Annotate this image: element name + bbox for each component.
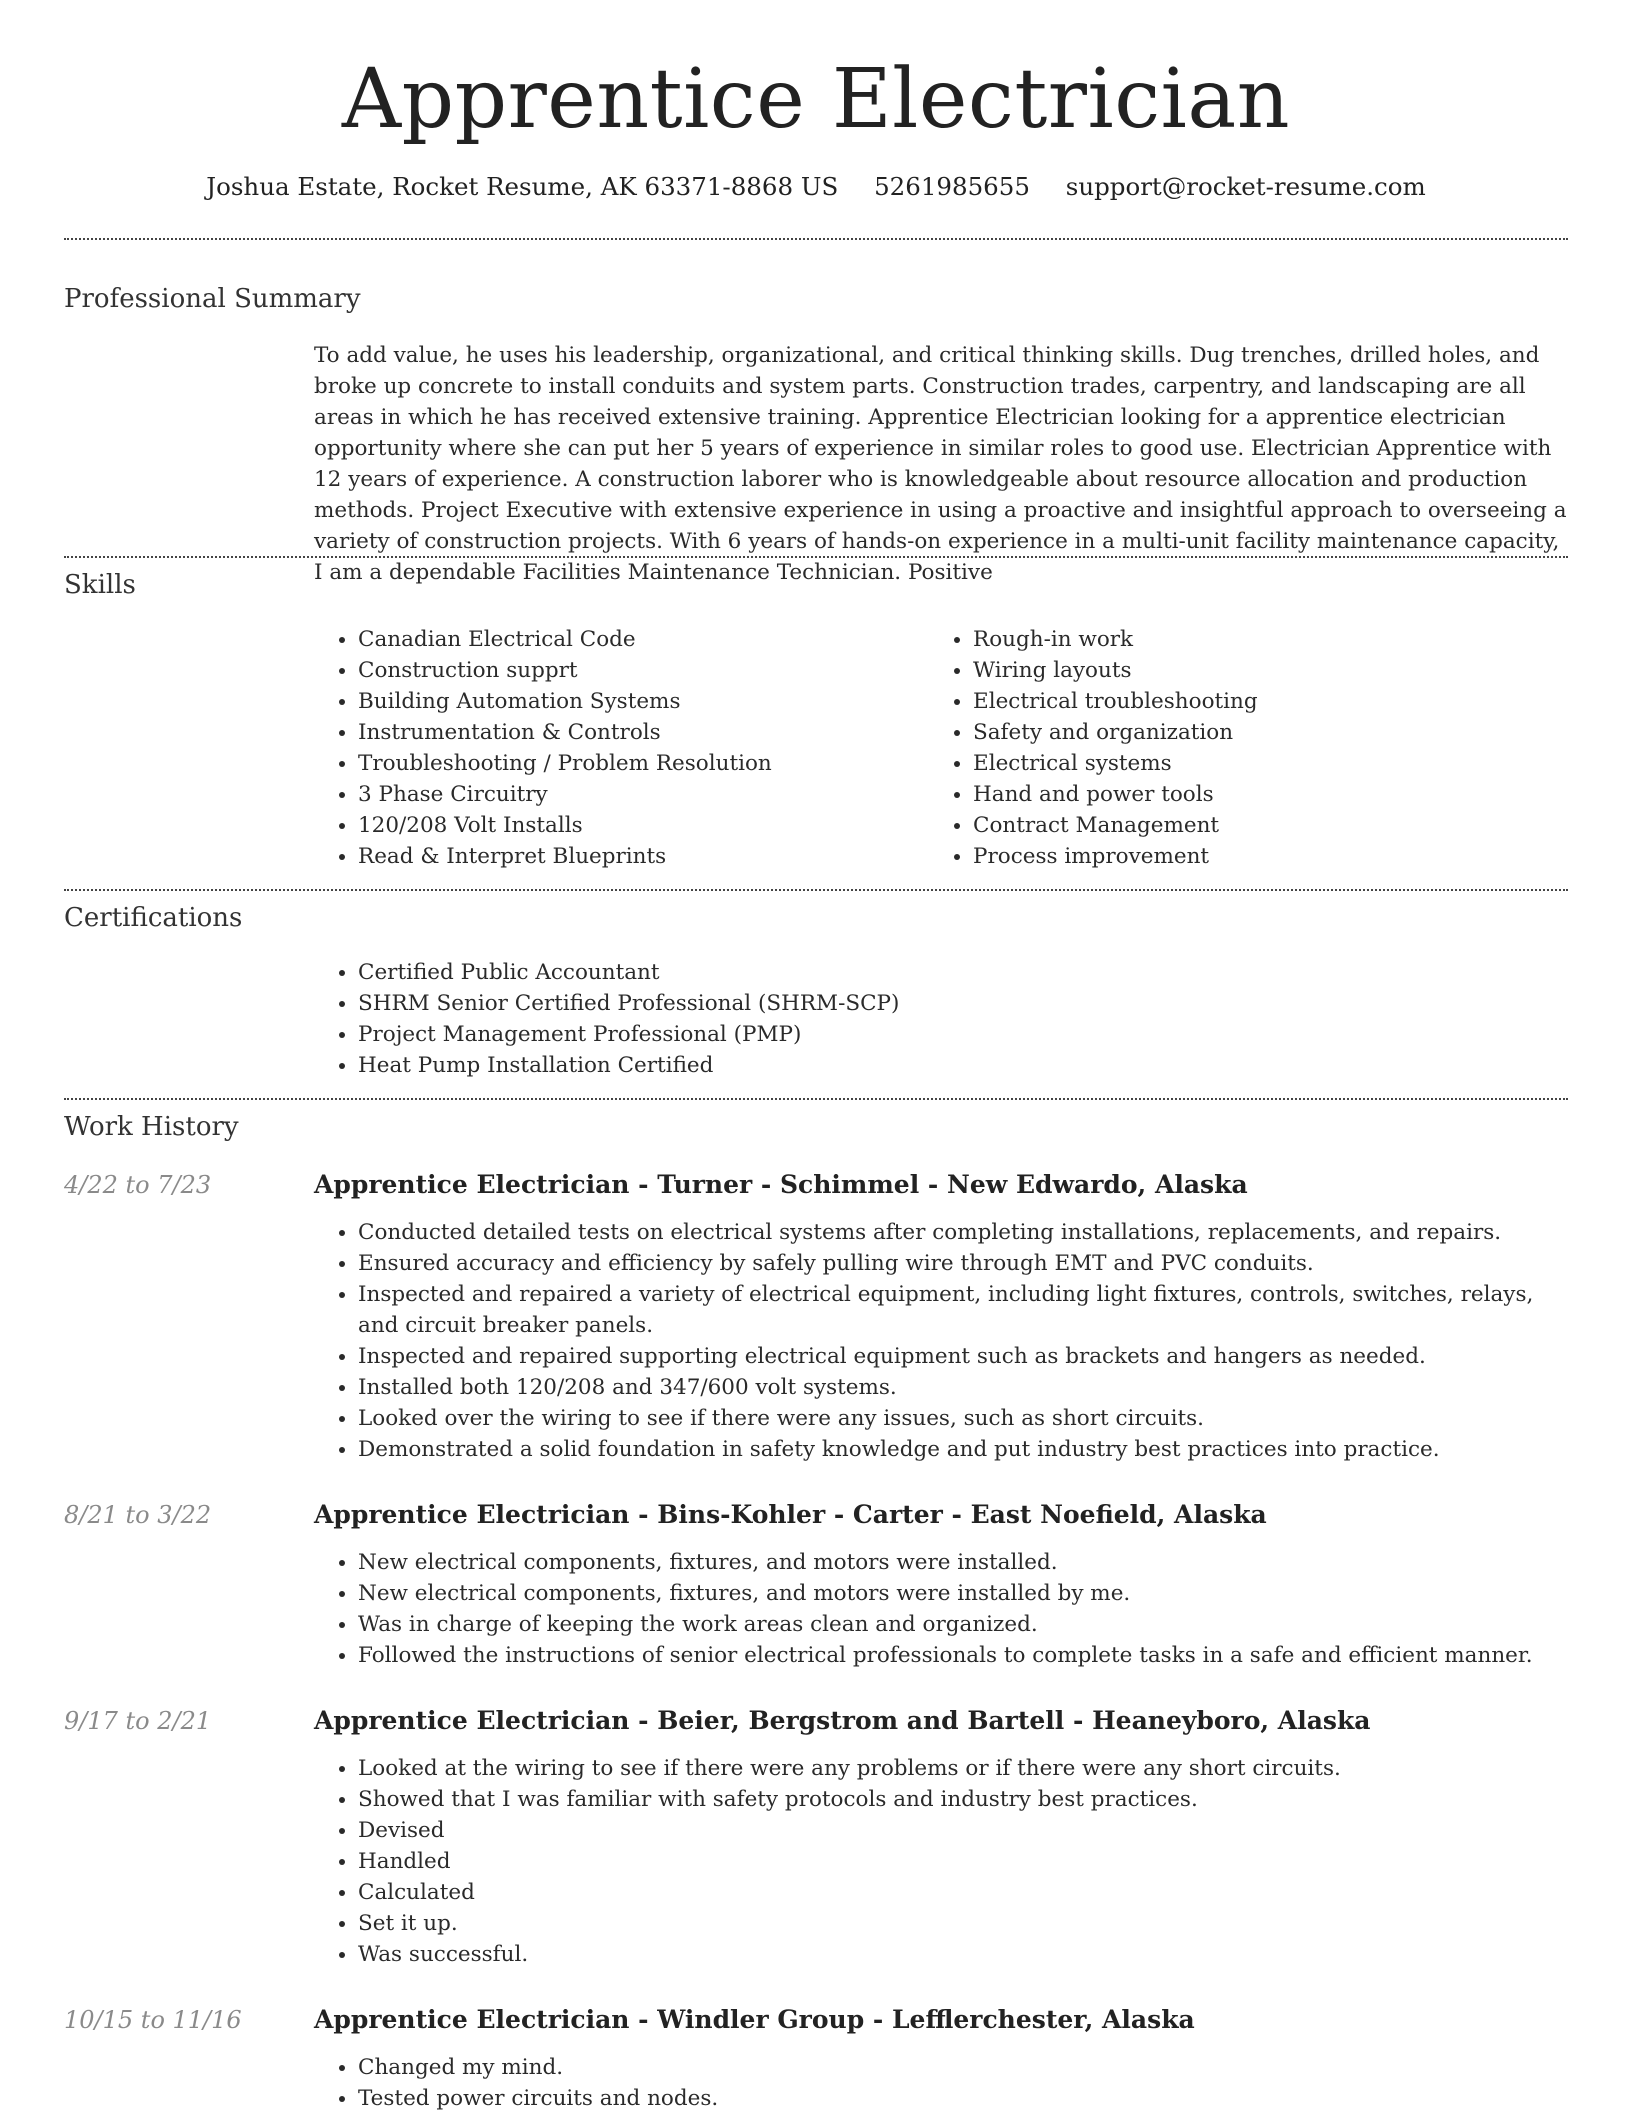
job-bullets: [314, 1547, 1568, 1671]
job-bullet: • Conducted detailed tests on electrical systems after completing installations, replacements, and repairs.: [358, 1217, 1568, 1248]
skill-item: • Hand and power tools: [973, 779, 1529, 810]
job-dates: 8/21 to 3/22: [64, 1501, 212, 1529]
contact-email: support@rocket-resume.com: [1065, 172, 1426, 201]
section-divider: [64, 238, 1568, 240]
skill-item: • 120/208 Volt Installs: [358, 810, 929, 841]
job-bullet: • Calculated: [358, 1877, 1568, 1908]
certifications-section: [64, 901, 1568, 1081]
job-bullet: • Set it up.: [358, 1908, 1568, 1939]
summary-section: [64, 282, 1568, 585]
summary-heading: Professional Summary: [64, 284, 361, 314]
job-title: Apprentice Electrician - Beier, Bergstrom and Bartell - Heaneyboro, Alaska: [314, 1706, 1371, 1735]
skill-item: • Instrumentation & Controls: [358, 717, 929, 748]
job-bullet: • Tested power circuits and nodes.: [358, 2083, 1568, 2114]
job-dates: 9/17 to 2/21: [64, 1707, 212, 1735]
job-bullet: • Looked over the wiring to see if there were any issues, such as short circuits.: [358, 1403, 1568, 1434]
job-title: Apprentice Electrician - Turner - Schimmel - New Edwardo, Alaska: [314, 1170, 1248, 1199]
job-entry: [64, 1704, 1568, 1970]
work-history-section: [64, 1110, 1568, 2114]
job-bullet: • Inspected and repaired supporting electrical equipment such as brackets and hangers as needed.: [358, 1341, 1568, 1372]
job-bullet: • Was successful.: [358, 1939, 1568, 1970]
contact-line: [64, 170, 1568, 204]
certification-item: • Heat Pump Installation Certified: [358, 1050, 1568, 1081]
job-entry: [64, 2003, 1568, 2114]
contact-phone: 5261985655: [874, 172, 1030, 201]
job-bullet: • Showed that I was familiar with safety protocols and industry best practices.: [358, 1784, 1568, 1815]
work-history-heading: Work History: [64, 1112, 239, 1142]
job-bullets: [314, 1217, 1568, 1465]
certification-item: • Certified Public Accountant: [358, 957, 1568, 988]
job-entry: [64, 1168, 1568, 1465]
job-bullet: • Installed both 120/208 and 347/600 volt systems.: [358, 1372, 1568, 1403]
job-bullet: • Devised: [358, 1815, 1568, 1846]
skills-heading: Skills: [64, 570, 136, 600]
resume-name: Apprentice Electrician: [341, 52, 1291, 147]
job-bullet: • Handled: [358, 1846, 1568, 1877]
job-bullets: [314, 1753, 1568, 1970]
section-divider: [64, 1098, 1568, 1100]
job-content: [314, 1168, 1568, 1465]
job-bullet: • Changed my mind.: [358, 2052, 1568, 2083]
skill-item: • Wiring layouts: [973, 655, 1529, 686]
skill-item: • Electrical troubleshooting: [973, 686, 1529, 717]
certification-item: • Project Management Professional (PMP): [358, 1019, 1568, 1050]
certifications-heading: Certifications: [64, 903, 243, 933]
job-bullet: • New electrical components, fixtures, and motors were installed.: [358, 1547, 1568, 1578]
skill-item: • Troubleshooting / Problem Resolution: [358, 748, 929, 779]
skills-list-right: [929, 624, 1529, 872]
job-bullet: • Was in charge of keeping the work areas clean and organized.: [358, 1609, 1568, 1640]
skill-item: • Read & Interpret Blueprints: [358, 841, 929, 872]
skill-item: • Electrical systems: [973, 748, 1529, 779]
section-divider: [64, 889, 1568, 891]
job-dates: 4/22 to 7/23: [64, 1171, 212, 1199]
job-bullet: • Followed the instructions of senior electrical professionals to complete tasks in a safe and efficient manner.: [358, 1640, 1568, 1671]
job-dates: 10/15 to 11/16: [64, 2006, 242, 2034]
summary-body: [314, 340, 1568, 585]
job-bullet: • Ensured accuracy and efficiency by safely pulling wire through EMT and PVC conduits.: [358, 1248, 1568, 1279]
job-title: Apprentice Electrician - Windler Group - Lefflerchester, Alaska: [314, 2005, 1195, 2034]
skills-list-left: [314, 624, 929, 872]
skill-item: • Construction supprt: [358, 655, 929, 686]
job-bullet: • Inspected and repaired a variety of electrical equipment, including light fixtures, controls, switches, relays, and circuit breaker panels.: [358, 1279, 1568, 1341]
job-bullets: [314, 2052, 1568, 2114]
job-content: [314, 1498, 1568, 1671]
certification-item: • SHRM Senior Certified Professional (SHRM-SCP): [358, 988, 1568, 1019]
skill-item: • Contract Management: [973, 810, 1529, 841]
job-content: [314, 2003, 1568, 2114]
skill-item: • Building Automation Systems: [358, 686, 929, 717]
job-bullet: • New electrical components, fixtures, and motors were installed by me.: [358, 1578, 1568, 1609]
summary-text: To add value, he uses his leadership, organizational, and critical thinking skills. Dug trenches, drilled holes, and broke up concrete to install conduits and system parts. Construction trades, carpentry, and landscaping are all areas in which he has received extensive training. Apprentice Electrician looking for a apprentice electrician opportunity where she can put her 5 years of experience in similar roles to good use. Electrician Apprentice with 12 years of experience. A construction laborer who is knowledgeable about resource allocation and production methods. Project Executive with extensive experience in using a proactive and insightful approach to overseeing a variety of construction projects. With 6 years of hands-on experience in a multi-unit facility maintenance capacity, I am a dependable Facilities Maintenance Technician. Positive: [314, 343, 1567, 585]
resume-page: [64, 0, 1568, 2114]
job-bullet: • Demonstrated a solid foundation in safety knowledge and put industry best practices into practice.: [358, 1434, 1568, 1465]
contact-address: Joshua Estate, Rocket Resume, AK 63371-8868 US: [206, 172, 839, 201]
skills-section: [64, 568, 1568, 872]
job-bullet: • Looked at the wiring to see if there were any problems or if there were any short circuits.: [358, 1753, 1568, 1784]
job-content: [314, 1704, 1568, 1970]
job-title: Apprentice Electrician - Bins-Kohler - Carter - East Noefield, Alaska: [314, 1500, 1267, 1529]
skill-item: • Rough-in work: [973, 624, 1529, 655]
skill-item: • Canadian Electrical Code: [358, 624, 929, 655]
skills-grid: [314, 624, 1568, 872]
skill-item: • Process improvement: [973, 841, 1529, 872]
skill-item: • 3 Phase Circuitry: [358, 779, 929, 810]
job-entry: [64, 1498, 1568, 1671]
certifications-body: [314, 957, 1568, 1081]
skill-item: • Safety and organization: [973, 717, 1529, 748]
certifications-list: [314, 957, 1568, 1081]
